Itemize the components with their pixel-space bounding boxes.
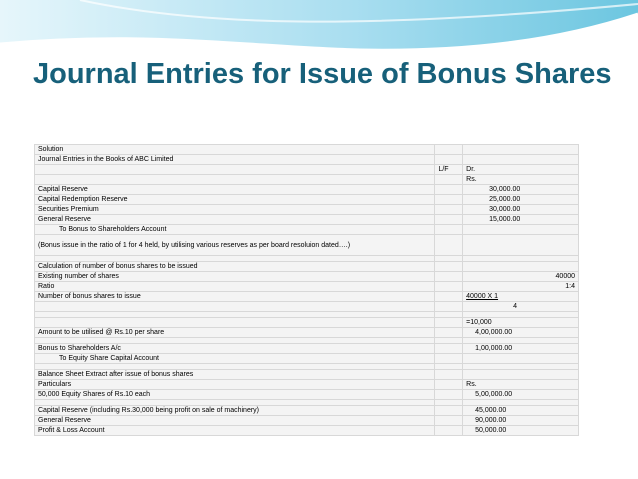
row-label: Capital Reserve: [35, 185, 435, 195]
dr-header: Dr.: [463, 165, 579, 175]
header-wave-decoration: [0, 0, 638, 60]
row-label: Capital Reserve (including Rs.30,000 being profit on sale of machinery): [35, 406, 435, 416]
row-label: Securities Premium: [35, 205, 435, 215]
row-label: Bonus to Shareholders A/c: [35, 344, 435, 354]
table-row: [35, 235, 579, 256]
calc-numerator: [463, 292, 579, 302]
debit-value: 30,000.00: [463, 205, 579, 215]
bs-unit: Rs.: [463, 380, 579, 390]
row-label: Number of bonus shares to issue: [35, 292, 435, 302]
table-row: [35, 215, 579, 225]
table-row: [35, 225, 579, 235]
table-row: [35, 205, 579, 215]
table-row: [35, 344, 579, 354]
row-label: To Equity Share Capital Account: [35, 354, 435, 364]
row-label: Existing number of shares: [35, 272, 435, 282]
table-row: [35, 380, 579, 390]
bs-value: 45,000.00: [463, 406, 579, 416]
journal-table: [34, 144, 579, 436]
table-row: [35, 282, 579, 292]
calc-result: =10,000: [463, 318, 579, 328]
row-label: General Reserve: [35, 416, 435, 426]
table-row: [35, 318, 579, 328]
table-row: [35, 185, 579, 195]
table-row: [35, 195, 579, 205]
calc-denominator: 4: [463, 302, 579, 312]
table-row: [35, 272, 579, 282]
row-label: To Bonus to Shareholders Account: [35, 225, 435, 235]
row-label: Amount to be utilised @ Rs.10 per share: [35, 328, 435, 338]
table-row: [35, 292, 579, 302]
row-label: Profit & Loss Account: [35, 426, 435, 436]
table-row: [35, 390, 579, 400]
table-row: [35, 262, 579, 272]
row-label: General Reserve: [35, 215, 435, 225]
dr-unit: Rs.: [463, 175, 579, 185]
table-row: [35, 354, 579, 364]
calc-value: 4,00,000.00: [463, 328, 579, 338]
table-row: [35, 302, 579, 312]
table-row: [35, 165, 579, 175]
row-label: Capital Redemption Reserve: [35, 195, 435, 205]
lf-header: L/F: [435, 165, 463, 175]
calc-heading: Calculation of number of bonus shares to be issued: [35, 262, 435, 272]
narration-text: (Bonus issue in the ratio of 1 for 4 held, by utilising various reserves as per board resoluion dated….): [35, 235, 435, 256]
bs-value: 50,000.00: [463, 426, 579, 436]
table-row: [35, 416, 579, 426]
table-row: [35, 406, 579, 416]
book-heading: Journal Entries in the Books of ABC Limited: [35, 155, 435, 165]
bs-value: 90,000.00: [463, 416, 579, 426]
row-label: 50,000 Equity Shares of Rs.10 each: [35, 390, 435, 400]
debit-value: 1,00,000.00: [463, 344, 579, 354]
table-row: [35, 328, 579, 338]
numerator-text: 40000 X 1: [466, 293, 499, 300]
table-row: [35, 175, 579, 185]
debit-value: 15,000.00: [463, 215, 579, 225]
calc-value: 40000: [463, 272, 579, 282]
debit-value: 30,000.00: [463, 185, 579, 195]
row-label: Ratio: [35, 282, 435, 292]
table-row: [35, 155, 579, 165]
solution-label: Solution: [35, 145, 435, 155]
bs-heading: Balance Sheet Extract after issue of bonus shares: [35, 370, 435, 380]
row-label: Particulars: [35, 380, 435, 390]
bs-value: 5,00,000.00: [463, 390, 579, 400]
table-row: [35, 426, 579, 436]
page-title: Journal Entries for Issue of Bonus Shares: [33, 58, 612, 90]
debit-value: 25,000.00: [463, 195, 579, 205]
calc-value: 1:4: [463, 282, 579, 292]
table-row: [35, 370, 579, 380]
table-row: [35, 145, 579, 155]
